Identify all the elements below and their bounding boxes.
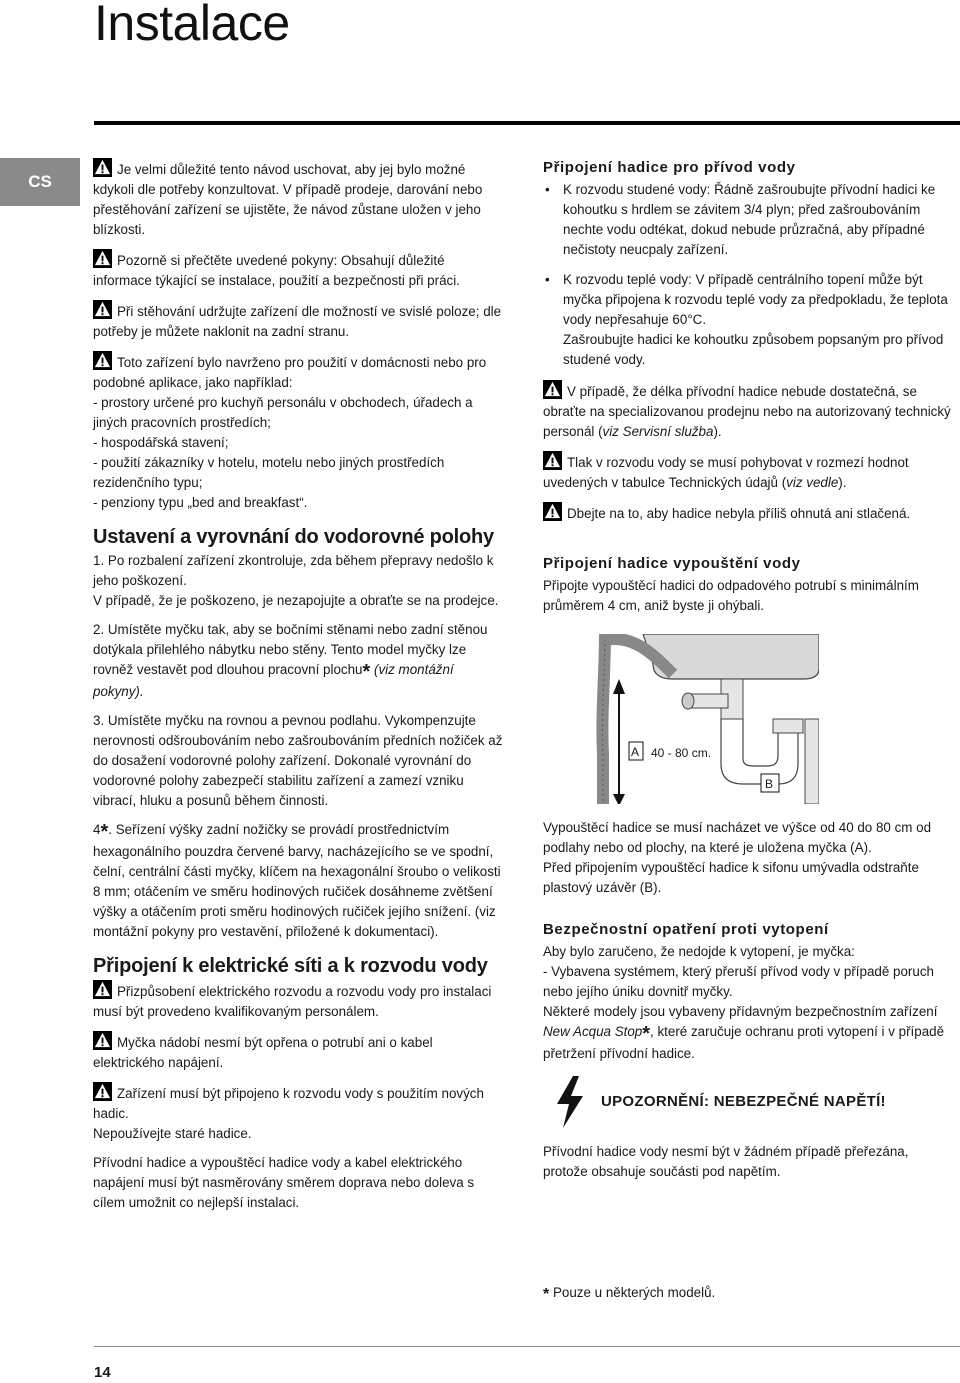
section-heading-drain: Připojení hadice vypouštění vody (543, 555, 801, 572)
hose-cut-warning: Přívodní hadice vody nesmí být v žádném případě přeřezána, protože obsahuje součásti pod napětím. (543, 1144, 909, 1179)
warning-icon (93, 351, 112, 370)
warning-paragraph: Myčka nádobí nesmí být opřena o potrubí ani o kabel elektrického napájení. (93, 1031, 505, 1073)
warning-icon (93, 300, 112, 319)
voltage-alert-text: UPOZORNĚNÍ: NEBEZPEČNÉ NAPĚTÍ! (601, 1093, 886, 1110)
warning-icon (93, 1082, 112, 1101)
list-item: • K rozvodu studené vody: Řádně zašroubujte přívodní hadici ke kohoutku s hrdlem se závitem 3/4 plyn; před zašroubováním nechte vodu odtékat, dokud nebude průzračná, aby případné nečistoty neucpaly zařízení. (545, 182, 936, 257)
left-column (93, 158, 505, 1213)
warning-paragraph: V případě, že délka přívodní hadice nebude dostatečná, se obraťte na specializovanou prodejnu nebo na autorizovaný technický personál (viz Servisní služba). (543, 380, 955, 442)
voltage-alert (553, 1076, 955, 1128)
page-number: 14 (94, 1364, 111, 1381)
list-item: - hospodářská stavení; (93, 435, 229, 450)
section-heading-electric: Připojení k elektrické síti a k rozvodu vody (93, 955, 488, 977)
header-rule (94, 121, 960, 125)
step-1: 1. Po rozbalení zařízení zkontroluje, zda během přepravy nedošlo k jeho poškození. (93, 553, 494, 588)
drain-diagram-illustration (593, 634, 819, 804)
warning-icon (543, 502, 562, 521)
warning-paragraph: Přizpůsobení elektrického rozvodu a rozvodu vody pro instalaci musí být provedeno kvalifikovaným personálem. (93, 980, 505, 1022)
step-2: 2. Umístěte myčku tak, aby se bočními stěnami nebo zadní stěnou dotýkala přilehlého nábytku nebo stěny. Tento model myčky lze rovněž vestavět pod dlouhou pracovní plochu* (viz montážní pokyny). (93, 622, 488, 699)
warning-paragraph: Při stěhování udržujte zařízení dle možností ve svislé poloze; dle potřeby je můžete naklonit na zadní stranu. (93, 300, 505, 342)
diagram-label-a: A (631, 745, 640, 759)
diagram-label-b: B (765, 777, 774, 791)
list-item: - prostory určené pro kuchyň personálu v obchodech, úřadech a jiných pracovních prostředích; (93, 395, 473, 430)
drain-cap-note: Před připojením vypouštěcí hadice k sifonu umývadla odstraňte plastový uzávěr (B). (543, 860, 919, 895)
list-item: - penziony typu „bed and breakfast“. (93, 495, 308, 510)
asterisk: * (543, 1286, 550, 1303)
warning-paragraph: Je velmi důležité tento návod uschovat, aby jej bylo možné kdykoli dle potřeby konzultovat. V případě prodeje, darování nebo přestěhování zařízení se ujistěte, že návod zůstane uložen v jeho blízkosti. (93, 158, 505, 240)
right-column (543, 158, 955, 1182)
warning-paragraph: Tlak v rozvodu vody se musí pohybovat v rozmezí hodnot uvedených v tabulce Technických údajů (viz vedle). (543, 451, 955, 493)
list-item: - použití zákazníky v hotelu, motelu nebo jiných prostředích rezidenčního typu; (93, 455, 445, 490)
diagram-label-range: 40 - 80 cm. (651, 746, 712, 760)
warning-icon (543, 380, 562, 399)
language-tab: CS (0, 158, 80, 206)
footer-rule (94, 1346, 960, 1347)
old-hoses-note: Nepoužívejte staré hadice. (93, 1126, 252, 1141)
lightning-icon (553, 1076, 587, 1128)
warning-paragraph: Zařízení musí být připojeno k rozvodu vody s použitím nových hadic. (93, 1082, 505, 1124)
drain-diagram (593, 634, 819, 804)
section-heading-flood: Bezpečnostní opatření proti vytopení (543, 921, 829, 938)
list-item: • K rozvodu teplé vody: V případě centrálního topení může být myčka připojena k rozvodu teplé vody za předpokladu, že teplota vody nepřesahuje 60°C. Zašroubujte hadici ke kohoutku způsobem popsaným pro přívod studené vody. (545, 272, 948, 367)
step-2-reference: (viz montážní pokyny). (93, 662, 454, 699)
warning-paragraph: Dbejte na to, aby hadice nebyla příliš ohnutá ani stlačená. (543, 502, 955, 524)
intended-use (93, 351, 505, 513)
asterisk: * (362, 661, 371, 683)
warning-icon (543, 451, 562, 470)
inlet-list (543, 180, 955, 370)
step-4: 4*. Seřízení výšky zadní nožičky se provádí prostřednictvím hexagonálního pouzdra červené barvy, nacházejícího se ve spodní, čelní, centrální části myčky, klíčem na hexagonální šroubo o velikosti 8 mm; otáčením ve směru hodinových ručiček dosáhneme zvětšení výšky a otáčením proti směru hodinových ručiček jejího snížení. (viz montážní pokyny pro vestavění, přiložené k dokumentaci). (93, 821, 501, 939)
drain-intro: Připojte vypouštěcí hadici do odpadového potrubí s minimálním průměrem 4 cm, aniž byste ji ohýbali. (543, 578, 919, 613)
intended-use-intro: Toto zařízení bylo navrženo pro použití v domácnosti nebo pro podobné aplikace, jako například: (93, 355, 487, 390)
flood-system: - Vybavena systémem, který přeruší přívod vody v případě poruch nebo jejího úniku dovnitř myčky. (543, 964, 934, 999)
routing-paragraph: Přívodní hadice a vypouštěcí hadice vody a kabel elektrického napájení musí být nasměrovány směrem doprava nebo doleva s cílem umožnit co nejlepší instalaci. (93, 1155, 475, 1210)
step-1-note: V případě, že je poškozeno, je nezapojujte a obraťte se na prodejce. (93, 593, 499, 608)
asterisk: * (642, 1023, 651, 1045)
section-heading-leveling: Ustavení a vyrovnání do vodorovné polohy (93, 526, 494, 548)
asterisk: * (100, 821, 109, 843)
warning-icon (93, 249, 112, 268)
warning-icon (93, 980, 112, 999)
flood-acqua-stop: Některé modely jsou vybaveny přídavným bezpečnostním zařízení New Acqua Stop*, které zaručuje ochranu proti vytopení i v případě přetržení přívodní hadice. (543, 1004, 945, 1061)
page-title: Instalace (94, 0, 290, 51)
footnote: * Pouze u některých modelů. (543, 1285, 716, 1303)
drain-height-note: Vypouštěcí hadice se musí nacházet ve výšce od 40 do 80 cm od podlahy nebo od plochy, na které je uložena myčka (A). (543, 820, 932, 855)
flood-intro: Aby bylo zaručeno, že nedojde k vytopení, je myčka: (543, 944, 855, 959)
step-3: 3. Umístěte myčku na rovnou a pevnou podlahu. Vykompenzujte nerovnosti odšroubováním nebo zašroubováním předních nožiček až do dosažení vodorovné polohy zařízení. Dokonalé vyrovnání do vodorovné polohy zabezpečí stabilitu zařízení a zamezí vzniku vibrací, hluku a posunů během činnosti. (93, 713, 503, 808)
warning-icon (93, 158, 112, 177)
warning-icon (93, 1031, 112, 1050)
section-heading-inlet: Připojení hadice pro přívod vody (543, 159, 796, 176)
warning-paragraph: Pozorně si přečtěte uvedené pokyny: Obsahují důležité informace týkající se instalace, použití a bezpečnosti při práci. (93, 249, 505, 291)
